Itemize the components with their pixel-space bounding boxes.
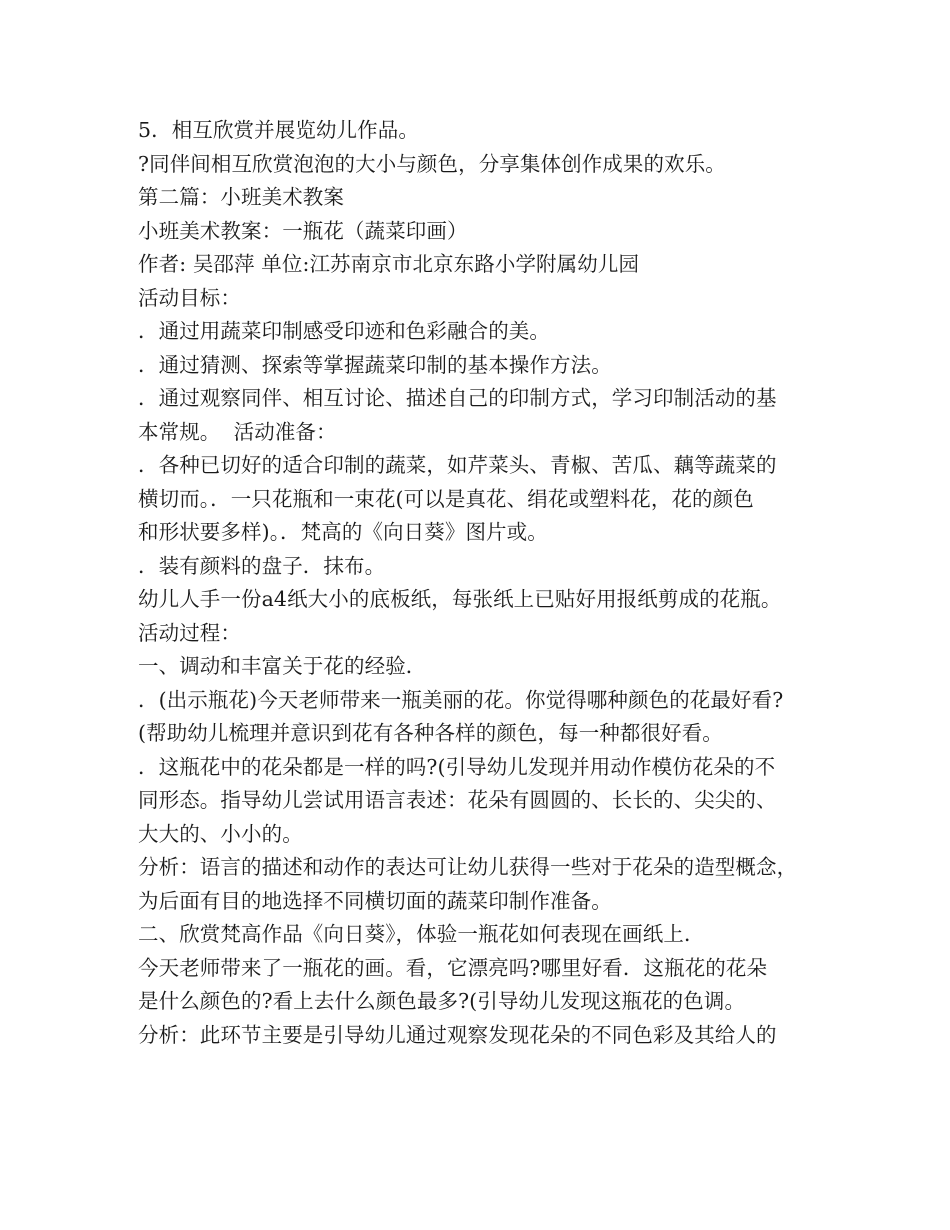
text-line: ．装有颜料的盘子．抹布。: [138, 553, 386, 578]
section-heading: 第二篇：小班美术教案: [138, 185, 344, 209]
text-line: 和形状要多样)。．梵高的《向日葵》图片或。: [138, 520, 548, 544]
text-line: 本常规。 活动准备：: [138, 419, 337, 444]
text-line: ．各种已切好的适合印制的蔬菜，如芹菜头、青椒、苦瓜、藕等蔬菜的: [138, 453, 777, 477]
document-body: [138, 114, 838, 1052]
text-line: ?同伴间相互欣赏泡泡的大小与颜色，分享集体创作成果的欢乐。: [138, 151, 726, 176]
text-line: 今天老师带来了一瓶花的画。看，它漂亮吗?哪里好看．这瓶花的花朵: [138, 955, 768, 980]
text-line: 一、调动和丰富关于花的经验．: [138, 654, 427, 678]
text-line: ．(出示瓶花)今天老师带来一瓶美丽的花。你觉得哪种颜色的花最好看?: [138, 687, 784, 712]
text-line: 5．相互欣赏并展览幼儿作品。: [138, 118, 419, 142]
author-line: 作者: 吴邵萍 单位:江苏南京市北京东路小学附属幼儿园: [138, 252, 640, 276]
text-line: 大大的、小小的。: [138, 821, 303, 846]
subheading-goals: 活动目标：: [138, 285, 241, 310]
text-line: 同形态。指导幼儿尝试用语言表述：花朵有圆圆的、长长的、尖尖的、: [138, 788, 777, 812]
text-line: 横切而。．一只花瓶和一束花(可以是真花、绢花或塑料花，花的颜色: [138, 486, 754, 511]
text-line: ．通过猜测、探索等掌握蔬菜印制的基本操作方法。: [138, 352, 612, 377]
text-line: ．这瓶花中的花朵都是一样的吗?(引导幼儿发现并用动作模仿花朵的不: [138, 754, 776, 779]
text-line: ．通过观察同伴、相互讨论、描述自己的印制方式，学习印制活动的基: [138, 386, 777, 410]
text-line: 为后面有目的地选择不同横切面的蔬菜印制作准备。: [138, 888, 612, 913]
text-line: 二、欣赏梵高作品《向日葵》，体验一瓶花如何表现在画纸上．: [138, 922, 705, 946]
text-line: ．通过用蔬菜印制感受印迹和色彩融合的美。: [138, 319, 550, 343]
text-line: 幼儿人手一份a4纸大小的底板纸，每张纸上已贴好用报纸剪成的花瓶。: [138, 587, 782, 611]
text-line: 分析：语言的描述和动作的表达可让幼儿获得一些对于花朵的造型概念，: [138, 855, 798, 879]
text-line: (帮助幼儿梳理并意识到花有各种各样的颜色，每一种都很好看。: [138, 721, 723, 745]
lesson-title: 小班美术教案：一瓶花（蔬菜印画）: [138, 218, 468, 243]
text-line: 是什么颜色的?看上去什么颜色最多?(引导幼儿发现这瓶花的色调。: [138, 989, 746, 1013]
text-line: 分析：此环节主要是引导幼儿通过观察发现花朵的不同色彩及其给人的: [138, 1022, 777, 1047]
subheading-process: 活动过程：: [138, 620, 241, 645]
